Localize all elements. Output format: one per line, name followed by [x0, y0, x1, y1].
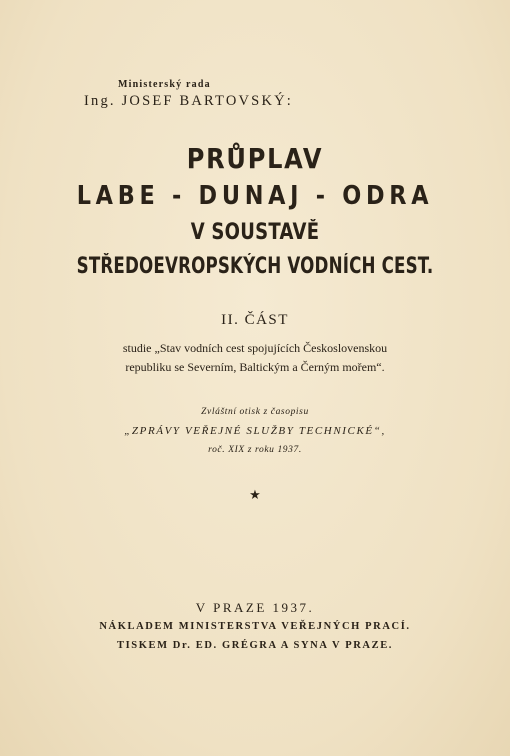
- title-line-2: LABE - DUNAJ - ODRA: [76, 181, 434, 211]
- journal-name: „ZPRÁVY VEŘEJNÉ SLUŽBY TECHNICKÉ“,: [124, 425, 386, 437]
- title-line-1: PRŮPLAV: [186, 142, 324, 175]
- study-description-line-1: studie „Stav vodních cest spojujících Československou: [122, 341, 388, 355]
- author-block: [0, 0, 510, 120]
- study-description-line-2: republiku se Severním, Baltickým a Černým mořem“.: [125, 360, 385, 374]
- author-name: Ing. JOSEF BARTOVSKÝ:: [84, 93, 294, 109]
- title-line-4: STŘEDOEVROPSKÝCH VODNÍCH CEST.: [76, 254, 434, 279]
- author-rank: Ministerský rada: [118, 79, 211, 90]
- journal-volume: roč. XIX z roku 1937.: [208, 445, 302, 455]
- imprint-publisher: NÁKLADEM MINISTERSTVA VEŘEJNÝCH PRACÍ.: [99, 621, 411, 632]
- imprint-place-year: V PRAZE 1937.: [195, 600, 315, 615]
- star-icon: ★: [249, 487, 261, 502]
- title-line-3: V SOUSTAVĚ: [190, 220, 320, 245]
- part-heading: II. ČÁST: [221, 312, 289, 328]
- offprint-note: Zvláštní otisk z časopisu: [201, 407, 309, 417]
- imprint-printer: TISKEM Dr. ED. GRÉGRA A SYNA V PRAZE.: [116, 640, 394, 651]
